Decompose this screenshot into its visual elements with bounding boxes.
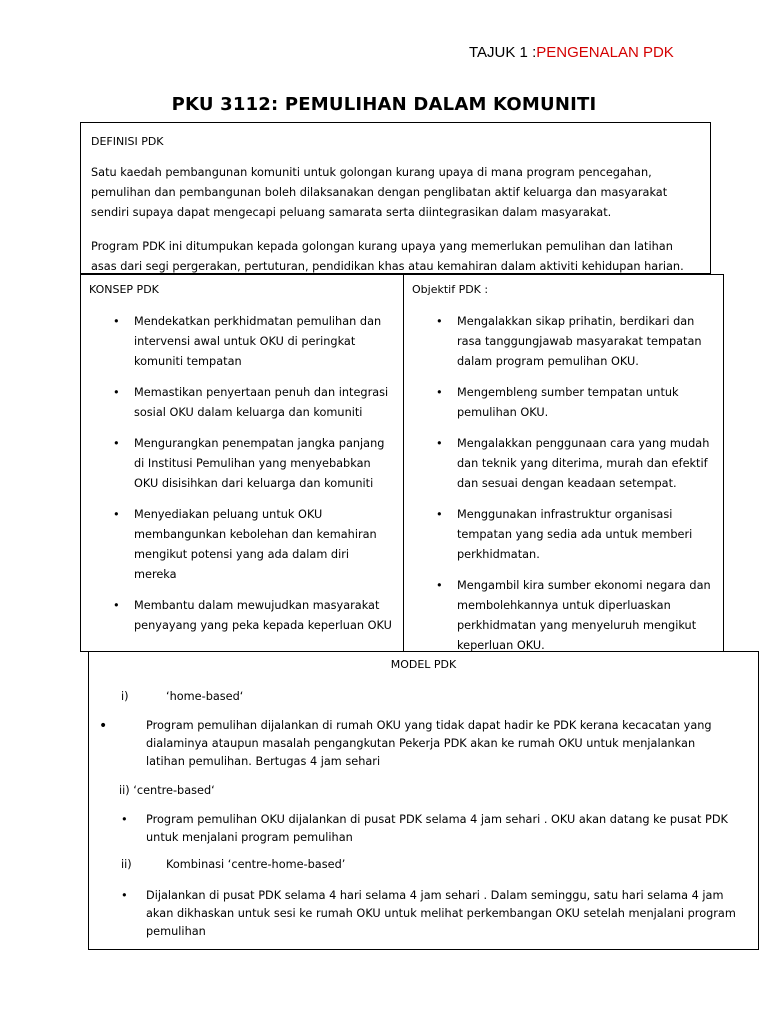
concept-item-text: Mendekatkan perkhidmatan pemulihan dan intervensi awal untuk OKU di peringkat komuniti tempatan [134,315,382,368]
concept-item-text: Mengurangkan penempatan jangka panjang di Institusi Pemulihan yang menyebabkan OKU disisihkan dari keluarga dan komuniti [134,437,385,490]
concept-box [80,274,404,652]
bullet-icon: • [436,315,443,328]
bullet-icon: • [436,579,443,592]
list-item [89,434,395,494]
list-item [412,312,715,372]
centre-based-label: ii) ‘centre-based‘ [119,784,215,797]
bullet-icon: • [113,315,120,328]
bullet-icon: • [113,386,120,399]
bullet-icon: • [113,508,120,521]
list-item [89,383,395,423]
list-item [89,505,395,585]
objective-list [412,312,715,652]
document-title: PKU 3112: PEMULIHAN DALAM KOMUNITI [171,94,597,115]
concept-list [89,312,395,636]
concept-item-text: Memastikan penyertaan penuh dan integrasi sosial OKU dalam keluarga dan komuniti [134,386,389,419]
centre-based-text: Program pemulihan OKU dijalankan di pusat PDK selama 4 jam sehari . OKU akan datang ke pusat PDK untuk menjalani program pemulihan [146,813,728,844]
model-heading: MODEL PDK [390,658,457,671]
definition-heading: DEFINISI PDK [91,135,164,148]
home-based-text: Program pemulihan dijalankan di rumah OKU yang tidak dapat hadir ke PDK kerana kecacatan yang dialaminya ataupun masalah pengangkutan Pekerja PDK akan ke rumah OKU untuk menjalankan latihan pemulihan. Bertugas 4 jam sehari [146,719,712,768]
bullet-icon: • [121,889,128,902]
lesson-header [469,44,674,61]
objective-box [403,274,724,652]
list-item [89,312,395,372]
lesson-topic: PENGENALAN PDK [536,44,674,61]
bullet-icon: • [436,508,443,521]
list-item [412,576,715,652]
list-item [412,383,715,423]
combination-label: Kombinasi ‘centre-home-based’ [166,858,346,871]
combination-text: Dijalankan di pusat PDK selama 4 hari selama 4 jam sehari . Dalam seminggu, satu hari selama 4 jam akan dikhaskan untuk sesi ke rumah OKU untuk melihat perkembangan OKU setelah menjalani program pemulihan [146,889,736,938]
list-item [412,505,715,565]
bullet-icon: • [113,437,120,450]
objective-item-text: Menggunakan infrastruktur organisasi tempatan yang sedia ada untuk memberi perkhidmatan. [457,508,693,561]
concept-item-text: Menyediakan peluang untuk OKU membangunkan kebolehan dan kemahiran mengikut potensi yang ada dalam diri mereka [134,508,377,581]
definition-box [80,122,711,274]
objective-item-text: Mengambil kira sumber ekonomi negara dan membolehkannya untuk diperluaskan perkhidmatan yang menyeluruh mengikut keperluan OKU. [457,579,711,652]
list-item [412,434,715,494]
bullet-icon: • [436,386,443,399]
bullet-icon: • [436,437,443,450]
bullet-icon: • [99,718,108,734]
objective-item-text: Mengembleng sumber tempatan untuk pemulihan OKU. [457,386,679,419]
definition-paragraph-1: Satu kaedah pembangunan komuniti untuk golongan kurang upaya di mana program pencegahan, pemulihan dan pembangunan boleh dilaksanakan dengan penglibatan aktif keluarga dan masyarakat sendiri supaya dapat mengecapi peluang samarata serta diintegrasikan dalam masyarakat. [91,166,668,219]
objective-item-text: Mengalakkan penggunaan cara yang mudah dan teknik yang diterima, murah dan efektif dan sesuai dengan keadaan setempat. [457,437,710,490]
home-based-label: ‘home-based‘ [166,690,244,703]
list-item [89,596,395,636]
model-box [88,651,759,950]
objective-item-text: Mengalakkan sikap prihatin, berdikari dan rasa tanggungjawab masyarakat tempatan dalam program pemulihan OKU. [457,315,702,368]
bullet-icon: • [113,599,120,612]
objective-heading: Objektif PDK : [412,283,489,296]
lesson-prefix: TAJUK 1 : [469,44,537,61]
home-based-number: i) [121,690,129,703]
concept-item-text: Membantu dalam mewujudkan masyarakat penyayang yang peka kepada keperluan OKU [134,599,392,632]
concept-heading: KONSEP PDK [89,283,159,296]
bullet-icon: • [121,813,128,826]
combination-number: ii) [121,858,132,871]
definition-paragraph-2: Program PDK ini ditumpukan kepada golongan kurang upaya yang memerlukan pemulihan dan latihan asas dari segi pergerakan, pertuturan, pendidikan khas atau kemahiran dalam aktiviti kehidupan harian. [91,240,684,273]
